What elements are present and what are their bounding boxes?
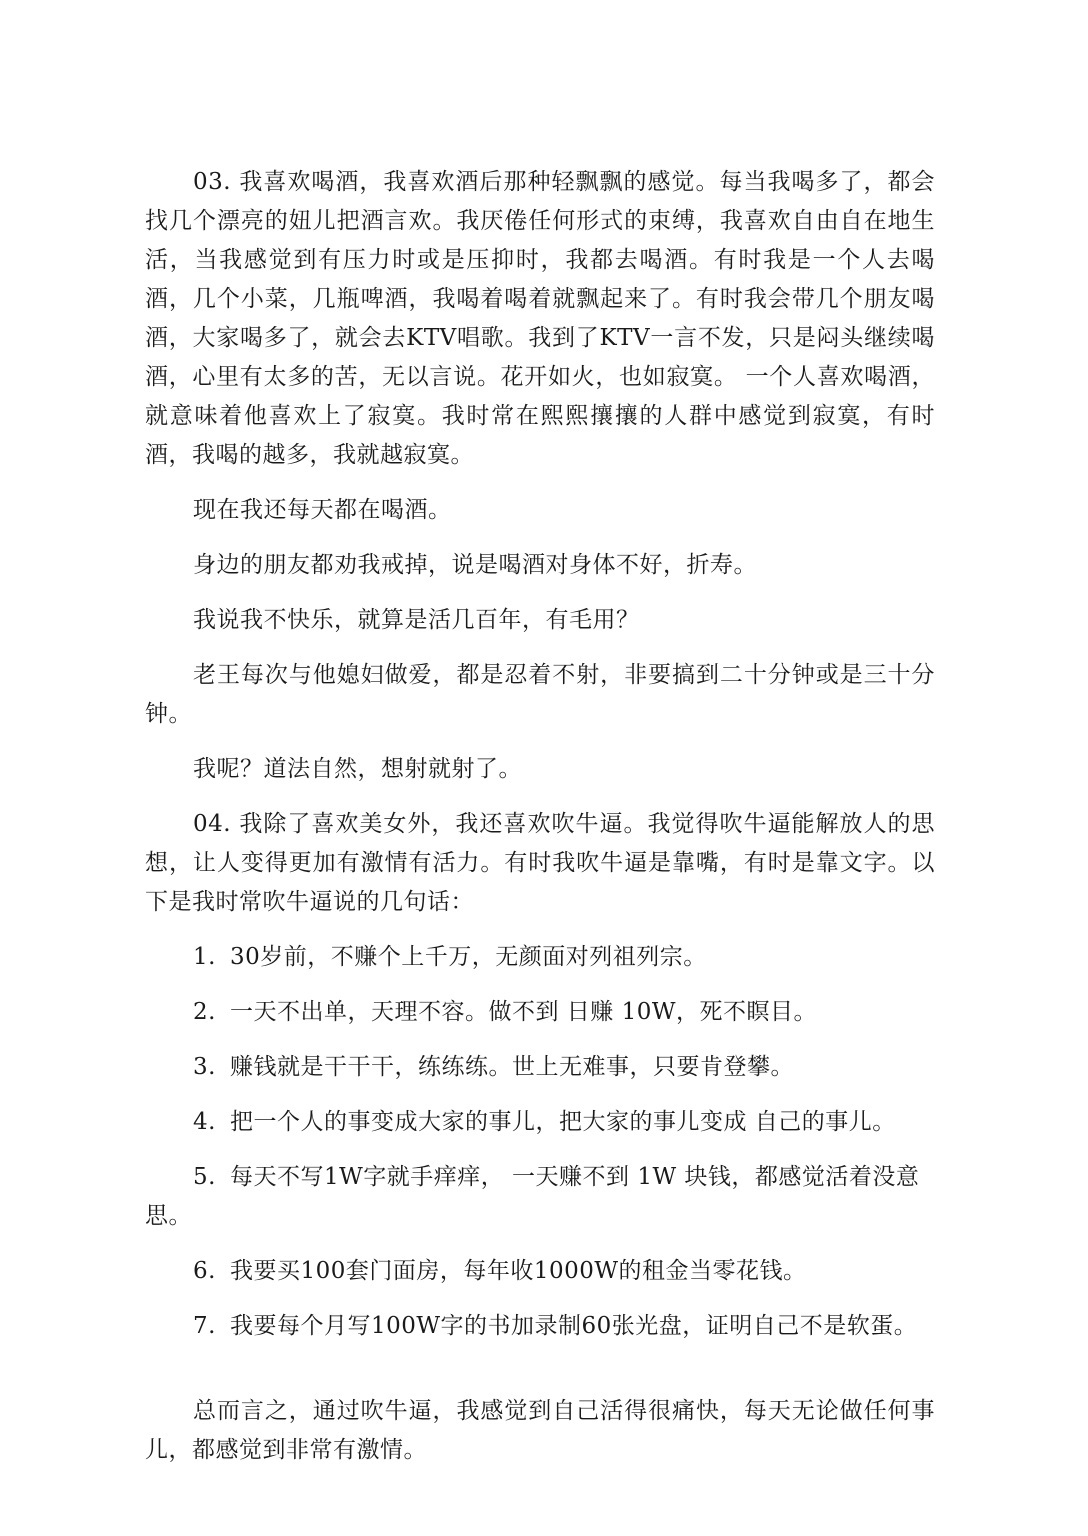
list-item — [145, 1158, 935, 1236]
paragraph-still-drinking: 现在我还每天都在喝酒。 — [193, 497, 452, 523]
list-item-text: 30岁前，不赚个上千万，无颜面对列祖列宗。 — [229, 944, 707, 970]
list-item-number: 7. — [193, 1313, 216, 1339]
list-item-text: 赚钱就是干干干，练练练。世上无难事，只要肯登攀。 — [229, 1054, 794, 1080]
list-item — [145, 938, 935, 977]
list-item — [145, 1048, 935, 1087]
sayings-list — [145, 938, 935, 1346]
list-item — [145, 993, 935, 1032]
list-item — [145, 1252, 935, 1291]
paragraph-friends-advice: 身边的朋友都劝我戒掉，说是喝酒对身体不好，折寿。 — [193, 552, 757, 578]
list-item-text: 把一个人的事变成大家的事儿，把大家的事儿变成 自己的事儿。 — [229, 1109, 896, 1135]
list-item-number: 3. — [193, 1054, 216, 1080]
list-item-number: 1. — [193, 944, 216, 970]
list-item-number: 6. — [193, 1258, 216, 1284]
paragraph-lao-wang: 老王每次与他媳妇做爱，都是忍着不射，非要搞到二十分钟或是三十分钟。 — [145, 662, 935, 727]
list-item-text: 每天不写1W字就手痒痒， 一天赚不到 1W 块钱，都感觉活着没意思。 — [145, 1164, 920, 1229]
document-page — [145, 163, 935, 1470]
list-item-text: 我要每个月写100W字的书加录制60张光盘，证明自己不是软蛋。 — [229, 1313, 918, 1339]
paragraph-04-bragging: 04. 我除了喜欢美女外，我还喜欢吹牛逼。我觉得吹牛逼能解放人的思想，让人变得更加有激情有活力。有时我吹牛逼是靠嘴，有时是靠文字。以下是我时常吹牛逼说的几句话： — [145, 811, 935, 915]
list-item-text: 一天不出单，天理不容。做不到 日赚 10W，死不瞑目。 — [229, 999, 817, 1025]
paragraph-conclusion: 总而言之，通过吹牛逼，我感觉到自己活得很痛快，每天无论做任何事儿，都感觉到非常有激情。 — [145, 1398, 935, 1463]
list-item-number: 5. — [193, 1164, 216, 1190]
list-item-number: 2. — [193, 999, 216, 1025]
list-item-text: 我要买100套门面房，每年收1000W的租金当零花钱。 — [229, 1258, 807, 1284]
paragraph-03-drinking: 03. 我喜欢喝酒，我喜欢酒后那种轻飘飘的感觉。每当我喝多了，都会找几个漂亮的妞儿把酒言欢。我厌倦任何形式的束缚，我喜欢自由自在地生活，当我感觉到有压力时或是压抑时，我都去喝酒。有时我是一个人去喝酒，几个小菜，几瓶啤酒，我喝着喝着就飘起来了。有时我会带几个朋友喝酒，大家喝多了，就会去KTV唱歌。我到了KTV一言不发，只是闷头继续喝酒，心里有太多的苦，无以言说。花开如火，也如寂寞。 一个人喜欢喝酒，就意味着他喜欢上了寂寞。我时常在熙熙攘攘的人群中感觉到寂寞，有时酒，我喝的越多，我就越寂寞。 — [145, 169, 935, 468]
paragraph-natural: 我呢？道法自然，想射就射了。 — [193, 756, 522, 782]
paragraph-not-happy: 我说我不快乐，就算是活几百年，有毛用？ — [193, 607, 640, 633]
list-item — [145, 1307, 935, 1346]
list-item-number: 4. — [193, 1109, 216, 1135]
list-item — [145, 1103, 935, 1142]
